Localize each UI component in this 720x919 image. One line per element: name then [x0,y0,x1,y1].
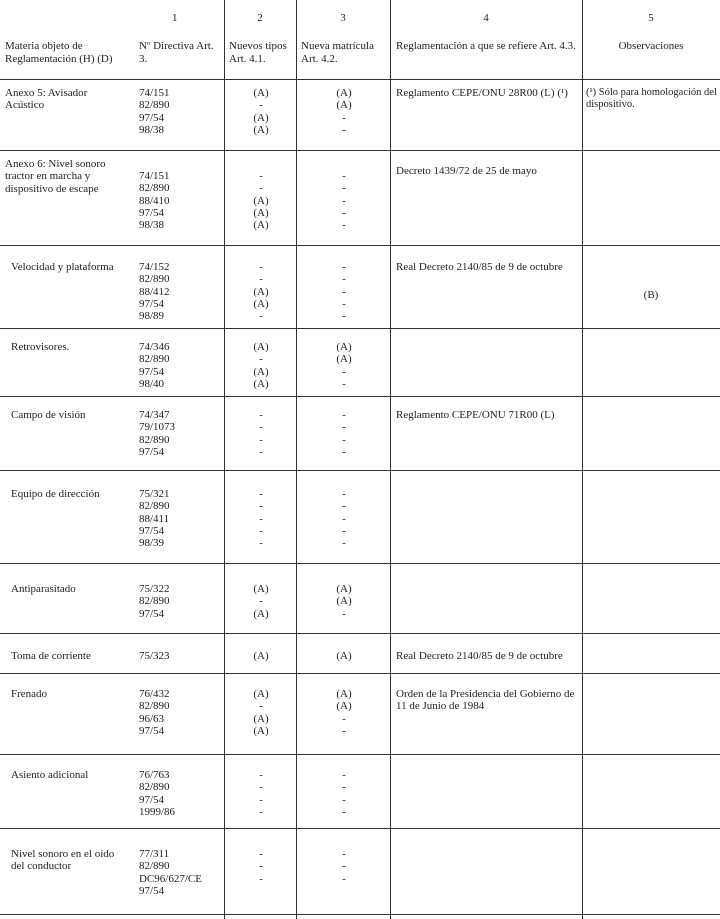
nuevos-tipos-value: - [259,445,263,458]
directiva: 82/890 [139,595,170,608]
row-nuevos-tipos [226,341,296,390]
nuevos-tipos-value: - [259,805,263,818]
directiva: 98/40 [139,377,165,390]
directiva: 97/54 [139,206,165,219]
row-nuevos-tipos [226,769,296,818]
nuevos-tipos-value: - [259,273,263,286]
nuevos-tipos-value: - [259,170,263,182]
nuevos-tipos-value: (A) [253,712,269,725]
nueva-matricula-value: - [342,805,346,818]
header-directiva: Nº Directiva Art. 3. [139,40,214,65]
nuevos-tipos-value: - [259,595,263,608]
row-divider [0,633,720,634]
directiva: 75/322 [139,583,170,595]
nueva-matricula-value: (A) [336,353,352,366]
nueva-matricula-value: (A) [336,87,352,99]
nuevos-tipos-value: (A) [253,724,269,737]
row-directivas [139,261,224,322]
row-divider [0,470,720,471]
column-divider [582,0,583,919]
nuevos-tipos-value: (A) [253,297,269,310]
directiva: 97/54 [139,297,165,310]
row-nuevos-tipos [226,650,296,662]
row-materia: Anexo 5: Avisador Acústico [5,87,88,112]
nueva-matricula-value: (A) [336,650,352,662]
nueva-matricula-value: - [342,365,346,378]
directiva: 82/890 [139,353,170,366]
directiva: 82/890 [139,500,170,513]
nueva-matricula-value: - [342,537,346,550]
row-directivas [139,409,224,458]
nueva-matricula-value: - [342,524,346,537]
nuevos-tipos-value: - [259,512,263,525]
nuevos-tipos-value: - [259,781,263,794]
row-materia: Campo de visión [11,409,86,421]
nueva-matricula-value: - [342,872,346,885]
row-divider [0,914,720,915]
row-directivas [139,170,224,231]
nuevos-tipos-value: - [259,433,263,446]
column-number-5: 5 [648,12,654,24]
directiva: 82/890 [139,433,170,446]
directiva: DC96/627/CE [139,872,202,885]
row-reglamentacion: Reglamento CEPE/ONU 71R00 (L) [396,409,555,421]
column-divider [390,0,391,919]
header-observaciones: Observaciones [618,40,684,52]
nuevos-tipos-value: - [259,848,263,860]
row-materia: Retrovisores. [11,341,70,353]
directiva: 98/89 [139,310,165,323]
row-directivas [139,488,224,549]
directiva: 82/890 [139,781,170,794]
nuevos-tipos-value: - [259,793,263,806]
nueva-matricula-value: - [342,170,346,182]
row-reglamentacion: Real Decreto 2140/85 de 9 de octubre [396,650,563,662]
row-materia: Toma de corriente [11,650,91,662]
directiva: 98/38 [139,219,165,232]
nuevos-tipos-value: - [259,353,263,366]
row-nueva-matricula [298,170,390,231]
directiva: 74/151 [139,170,170,182]
nuevos-tipos-value: - [259,409,263,421]
nueva-matricula-value: - [342,182,346,195]
row-divider [0,754,720,755]
directiva: 97/54 [139,524,165,537]
row-materia: Velocidad y plataforma [11,261,114,273]
nueva-matricula-value: (A) [336,583,352,595]
nuevos-tipos-value: (A) [253,123,269,136]
nuevos-tipos-value: - [259,310,263,323]
nuevos-tipos-value: (A) [253,206,269,219]
nueva-matricula-value: (A) [336,688,352,700]
row-nueva-matricula [298,341,390,390]
nuevos-tipos-value: (A) [253,377,269,390]
row-observaciones: (B) [643,289,659,301]
row-materia: Asiento adicional [11,769,89,781]
row-nueva-matricula [298,583,390,620]
nueva-matricula-value: - [342,194,346,207]
row-divider [0,563,720,564]
row-nueva-matricula [298,688,390,737]
directiva: 98/38 [139,123,165,136]
row-nueva-matricula [298,261,390,322]
column-number-3: 3 [340,12,346,24]
row-directivas [139,650,224,662]
row-observaciones: (¹) Sólo para homologación del dispositivo. [586,87,717,111]
directiva: 97/54 [139,365,165,378]
nueva-matricula-value: (A) [336,595,352,608]
row-materia: Antiparasitado [11,583,76,595]
directiva: 88/410 [139,194,170,207]
nuevos-tipos-value: (A) [253,365,269,378]
directiva: 77/311 [139,848,170,860]
directiva: 82/890 [139,860,170,873]
row-nueva-matricula [298,488,390,549]
row-divider [0,245,720,246]
row-nuevos-tipos [226,87,296,136]
row-materia: Frenado [11,688,48,700]
row-directivas [139,769,224,818]
directiva: 82/890 [139,182,170,195]
row-nuevos-tipos [226,261,296,322]
nuevos-tipos-value: (A) [253,87,269,99]
nueva-matricula-value: - [342,421,346,434]
nuevos-tipos-value: - [259,182,263,195]
column-number-2: 2 [257,12,263,24]
directiva: 97/54 [139,111,165,124]
directiva: 82/890 [139,700,170,713]
nuevos-tipos-value: (A) [253,285,269,298]
directiva: 97/54 [139,724,165,737]
row-nuevos-tipos [226,583,296,620]
row-nuevos-tipos [226,688,296,737]
row-divider [0,828,720,829]
nuevos-tipos-value: (A) [253,219,269,232]
nueva-matricula-value: - [342,512,346,525]
nuevos-tipos-value: - [259,537,263,550]
directiva: 1999/86 [139,805,176,818]
directiva: 98/39 [139,537,165,550]
nueva-matricula-value: - [342,724,346,737]
nueva-matricula-value: (A) [336,99,352,112]
row-nuevos-tipos [226,409,296,458]
directiva: 96/63 [139,712,165,725]
row-reglamentacion: Real Decreto 2140/85 de 9 de octubre [396,261,563,273]
directiva: 88/411 [139,512,170,525]
row-nueva-matricula [298,848,390,885]
nuevos-tipos-value: - [259,860,263,873]
nuevos-tipos-value: (A) [253,111,269,124]
nueva-matricula-value: - [342,123,346,136]
row-directivas [139,688,224,737]
nueva-matricula-value: - [342,206,346,219]
nueva-matricula-value: - [342,111,346,124]
row-directivas [139,848,224,897]
nuevos-tipos-value: - [259,769,263,781]
nueva-matricula-value: - [342,500,346,513]
directiva: 74/346 [139,341,170,353]
directiva: 82/890 [139,99,170,112]
directiva: 88/412 [139,285,170,298]
nuevos-tipos-value: - [259,700,263,713]
directiva: 75/321 [139,488,170,500]
nuevos-tipos-value: (A) [253,688,269,700]
nuevos-tipos-value: (A) [253,341,269,353]
nuevos-tipos-value: (A) [253,607,269,620]
directiva: 82/890 [139,273,170,286]
nueva-matricula-value: - [342,310,346,323]
nuevos-tipos-value: - [259,872,263,885]
nueva-matricula-value: - [342,769,346,781]
nueva-matricula-value: - [342,712,346,725]
row-divider [0,396,720,397]
column-divider [296,0,297,919]
row-nueva-matricula [298,650,390,662]
row-nueva-matricula [298,409,390,458]
nueva-matricula-value: - [342,273,346,286]
directiva: 74/152 [139,261,170,273]
directiva: 75/323 [139,650,170,662]
directiva: 97/54 [139,884,165,897]
directiva: 79/1073 [139,421,176,434]
nueva-matricula-value: - [342,297,346,310]
header-materia: Materia objeto de Reglamentación (H) (D) [5,40,113,65]
directiva: 97/54 [139,793,165,806]
directiva: 76/432 [139,688,170,700]
row-reglamentacion: Decreto 1439/72 de 25 de mayo [396,165,537,177]
nueva-matricula-value: - [342,261,346,273]
header-nuevos-tipos: Nuevos tipos Art. 4.1. [229,40,287,65]
directiva: 76/763 [139,769,170,781]
nuevos-tipos-value: - [259,99,263,112]
directiva: 97/54 [139,445,165,458]
row-directivas [139,341,224,390]
row-directivas [139,87,224,136]
nueva-matricula-value: - [342,488,346,500]
nueva-matricula-value: - [342,607,346,620]
row-materia: Nivel sonoro en el oído del conductor [11,848,115,873]
nueva-matricula-value: - [342,433,346,446]
row-reglamentacion: Orden de la Presidencia del Gobierno de 11 de Junio de 1984 [396,688,575,713]
column-number-1: 1 [172,12,178,24]
nueva-matricula-value: - [342,409,346,421]
row-reglamentacion: Reglamento CEPE/ONU 28R00 (L) (¹) [396,87,568,99]
directiva: 97/54 [139,607,165,620]
column-divider [224,0,225,919]
row-directivas [139,583,224,620]
nuevos-tipos-value: (A) [253,194,269,207]
row-materia: Equipo de dirección [11,488,100,500]
nueva-matricula-value: - [342,377,346,390]
row-materia: Anexo 6: Nivel sonoro tractor en marcha y dispositivo de escape [5,158,106,195]
nuevos-tipos-value: - [259,500,263,513]
row-divider [0,150,720,151]
header-reglamentacion: Reglamentación a que se refiere Art. 4.3. [396,40,576,52]
nuevos-tipos-value: - [259,261,263,273]
row-divider [0,328,720,329]
nueva-matricula-value: - [342,793,346,806]
nueva-matricula-value: (A) [336,341,352,353]
column-number-4: 4 [483,12,489,24]
row-nuevos-tipos [226,488,296,549]
nueva-matricula-value: (A) [336,700,352,713]
nueva-matricula-value: - [342,860,346,873]
row-nuevos-tipos [226,848,296,885]
nueva-matricula-value: - [342,285,346,298]
directiva: 74/347 [139,409,170,421]
nuevos-tipos-value: - [259,421,263,434]
nueva-matricula-value: - [342,781,346,794]
header-divider [0,79,720,80]
row-nueva-matricula [298,87,390,136]
nuevos-tipos-value: - [259,524,263,537]
nueva-matricula-value: - [342,445,346,458]
row-nuevos-tipos [226,170,296,231]
row-divider [0,673,720,674]
nuevos-tipos-value: - [259,488,263,500]
row-nueva-matricula [298,769,390,818]
nuevos-tipos-value: (A) [253,650,269,662]
nueva-matricula-value: - [342,848,346,860]
nueva-matricula-value: - [342,219,346,232]
directiva: 74/151 [139,87,170,99]
nuevos-tipos-value: (A) [253,583,269,595]
header-nueva-matricula: Nueva matrícula Art. 4.2. [301,40,374,65]
